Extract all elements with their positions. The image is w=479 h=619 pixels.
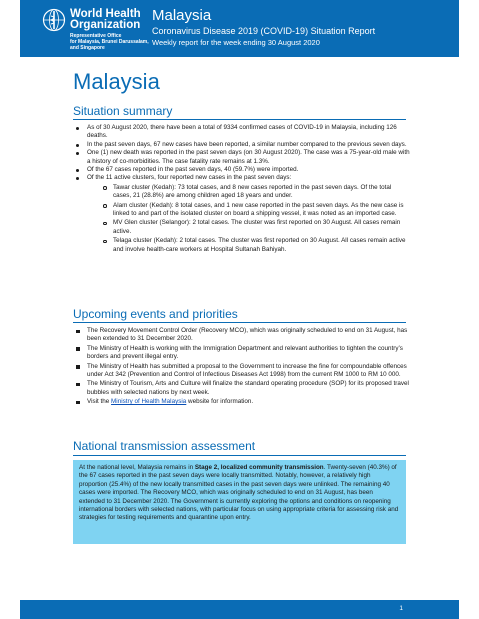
- event-item: The Ministry of Health has submitted a proposal to the Government to increase the fine for compoundable offences under Act 342 (Prevention and Control of Infectious Diseases Act 1998) from the current RM 1000 to RM 10 000.: [75, 363, 410, 380]
- situation-summary-list: [75, 124, 410, 255]
- who-emblem-icon: [42, 8, 66, 32]
- header-report-title: Coronavirus Disease 2019 (COVID-19) Situation Report: [152, 26, 376, 36]
- upcoming-events-list: [75, 327, 410, 408]
- situation-item: Of the 67 cases reported in the past seven days, 40 (59.7%) were imported.: [75, 166, 410, 174]
- cluster-item: Alam cluster (Kedah): 8 total cases, and 1 new case reported in the past seven days. As the new case is linked to and part of the isolated cluster on board a shipping vessel, it was noted as an imported case.: [87, 202, 410, 219]
- transmission-assessment-box: At the national level, Malaysia remains in Stage 2, localized community transmission. Twenty-seven (40.3%) of the 67 cases reported in the past seven days were locally transmitted. Notably, however, a relatively high proportion (25.4%) of the new locally transmitted cases in the past seven days were unlinked. The remaining 40 cases were imported. The Recovery MCO, which was originally scheduled to end on 31 August, has been extended to 31 December 2020. The Government is currently exploring the options and conditions on reopening international borders with selected nations, with particular focus on using appropriate criteria for assessing risk and strategies for testing requirements and quarantine upon entry.: [73, 460, 406, 544]
- transmission-assessment-title: National transmission assessment: [73, 439, 256, 453]
- situation-item: Of the 11 active clusters, four reported new cases in the past seven days: Tawar cluster (Kedah): 73 total cases, and 8 new cases reported in the past seven days. Of the total cases, 21 (28.8%) are among children aged 18 years and under. Alam cluster (Kedah): 8 total cases, and 1 new case reported in the past seven days. As the new case is linked to and part of the isolated cluster on board a shipping vessel, it was noted as an imported case. MV Glen cluster (Selangor): 2 total cases. The cluster was first reported on 30 August. All cases remain active. Telaga cluster (Kedah): 2 total cases. The cluster was first reported on 30 August. All cases remain active and involve health-care workers at Hospital Sultanah Bahiyah.: [75, 174, 410, 254]
- cluster-list: [87, 184, 410, 254]
- event-item: Visit the Ministry of Health Malaysia website for information.: [75, 398, 410, 406]
- upcoming-events-rule: [73, 322, 406, 323]
- report-header: [20, 0, 459, 57]
- upcoming-events-title: Upcoming events and priorities: [73, 307, 238, 321]
- page-title: Malaysia: [73, 69, 160, 94]
- situation-summary-title: Situation summary: [73, 104, 173, 118]
- cluster-item: Telaga cluster (Kedah): 2 total cases. The cluster was first reported on 30 August. All cases remain active and involve health-care workers at Hospital Sultanah Bahiyah.: [87, 237, 410, 254]
- event-item: The Ministry of Health is working with the Immigration Department and relevant authorities to tighten the country’s borders and prevent illegal entry.: [75, 345, 410, 362]
- situation-item: One (1) new death was reported in the past seven days (on 30 August 2020). The case was a 75-year-old male with a history of co-morbidities. The case fatality rate remains at 1.3%.: [75, 149, 410, 166]
- situation-summary-rule: [73, 119, 406, 120]
- moh-website-link[interactable]: Ministry of Health Malaysia: [111, 398, 187, 406]
- situation-item: As of 30 August 2020, there have been a total of 9334 confirmed cases of COVID-19 in Malaysia, including 126 deaths.: [75, 124, 410, 141]
- event-item: The Recovery Movement Control Order (Recovery MCO), which was originally scheduled to end on 31 August, has been extended to 31 December 2020.: [75, 327, 410, 344]
- page-footer: [20, 600, 459, 619]
- event-item: The Ministry of Tourism, Arts and Culture will finalize the standard operating procedure (SOP) for its proposed travel bubbles with selected nations by next week.: [75, 380, 410, 397]
- org-name: World Health Organization: [70, 8, 141, 31]
- header-country: Malaysia: [152, 7, 212, 24]
- cluster-item: MV Glen cluster (Selangor): 2 total cases. The cluster was first reported on 30 August. All cases remain active.: [87, 219, 410, 236]
- header-week-line: Weekly report for the week ending 30 August 2020: [152, 38, 320, 47]
- transmission-stage: Stage 2, localized community transmission: [194, 464, 324, 471]
- page-number: 1: [399, 605, 403, 612]
- org-subtitle: Representative Office for Malaysia, Brunei Darussalam, and Singapore: [70, 33, 149, 51]
- transmission-assessment-rule: [73, 455, 406, 456]
- cluster-item: Tawar cluster (Kedah): 73 total cases, and 8 new cases reported in the past seven days. Of the total cases, 21 (28.8%) are among children aged 18 years and under.: [87, 184, 410, 201]
- situation-item: In the past seven days, 67 new cases have been reported, a similar number compared to the previous seven days.: [75, 141, 410, 149]
